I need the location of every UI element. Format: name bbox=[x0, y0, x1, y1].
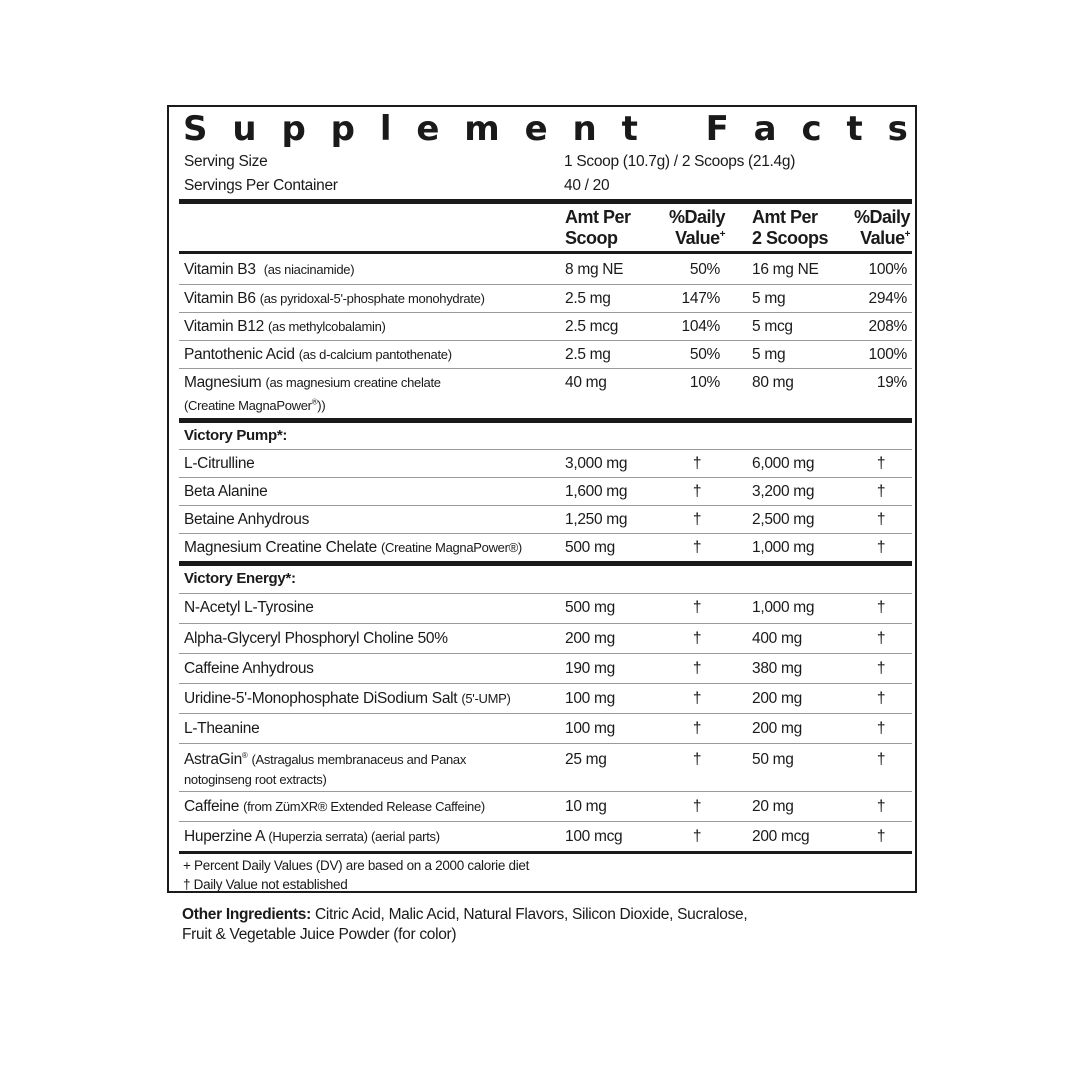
dagger-mark: † bbox=[876, 690, 886, 707]
header-divider bbox=[179, 251, 912, 254]
amount-per-2-scoops: 6,000 mg bbox=[752, 455, 815, 472]
servings-per-container-label: Servings Per Container bbox=[184, 177, 338, 194]
row-divider bbox=[179, 284, 912, 285]
header-amt-per-scoop: Amt Per Scoop bbox=[565, 207, 631, 248]
dagger-mark: † bbox=[692, 630, 702, 647]
daily-value-2: 100% bbox=[868, 346, 907, 363]
header-amt-per-2-scoops: Amt Per 2 Scoops bbox=[752, 207, 829, 248]
serving-size-label: Serving Size bbox=[184, 153, 268, 170]
title-letter: p bbox=[281, 109, 306, 149]
thick-divider bbox=[179, 561, 912, 566]
amount-per-scoop: 8 mg NE bbox=[565, 261, 624, 278]
amount-per-2-scoops: 380 mg bbox=[752, 660, 802, 677]
dagger-mark: † bbox=[692, 483, 702, 500]
serving-size-value: 1 Scoop (10.7g) / 2 Scoops (21.4g) bbox=[564, 153, 796, 170]
amount-per-2-scoops: 5 mcg bbox=[752, 318, 793, 335]
daily-value-1: 10% bbox=[689, 374, 720, 391]
amount-per-scoop: 1,600 mg bbox=[565, 483, 628, 500]
title-letter: a bbox=[753, 109, 777, 149]
ingredient-row: L-Citrulline bbox=[184, 455, 255, 472]
title-letter: c bbox=[801, 109, 822, 149]
dagger-mark: † bbox=[876, 539, 886, 556]
dagger-mark: † bbox=[876, 630, 886, 647]
ingredient-row: Betaine Anhydrous bbox=[184, 511, 310, 528]
ingredient-row: Huperzine A (Huperzia serrata) (aerial parts) bbox=[184, 828, 440, 845]
daily-value-1: 147% bbox=[681, 290, 720, 307]
title-letter: s bbox=[887, 109, 908, 149]
title-letter: n bbox=[572, 109, 597, 149]
daily-value-1: 104% bbox=[681, 318, 720, 335]
footnote-daily-values: + Percent Daily Values (DV) are based on a 2000 calorie diet bbox=[183, 858, 530, 873]
amount-per-2-scoops: 5 mg bbox=[752, 346, 786, 363]
daily-value-1: 50% bbox=[689, 261, 720, 278]
footer-divider bbox=[179, 851, 912, 854]
dagger-mark: † bbox=[876, 455, 886, 472]
row-divider bbox=[179, 368, 912, 369]
amount-per-2-scoops: 200 mcg bbox=[752, 828, 810, 845]
ingredient-row: AstraGin® (Astragalus membranaceus and Panax bbox=[184, 750, 467, 768]
amount-per-2-scoops: 400 mg bbox=[752, 630, 802, 647]
daily-value-2: 208% bbox=[868, 318, 907, 335]
dagger-mark: † bbox=[692, 720, 702, 737]
amount-per-scoop: 190 mg bbox=[565, 660, 615, 677]
nutrient-row: Vitamin B12 (as methylcobalamin) bbox=[184, 318, 386, 335]
title-letter: u bbox=[232, 109, 257, 149]
dagger-mark: † bbox=[876, 599, 886, 616]
dagger-mark: † bbox=[692, 751, 702, 768]
dagger-mark: † bbox=[876, 483, 886, 500]
nutrient-row: Vitamin B6 (as pyridoxal-5'-phosphate monohydrate) bbox=[184, 290, 485, 307]
thick-divider bbox=[179, 199, 912, 204]
amount-per-scoop: 1,250 mg bbox=[565, 511, 628, 528]
dagger-mark: † bbox=[876, 798, 886, 815]
title-letter: e bbox=[524, 109, 548, 149]
title-letter: t bbox=[846, 109, 863, 149]
dagger-mark: † bbox=[876, 751, 886, 768]
ingredient-row: Alpha-Glyceryl Phosphoryl Choline 50% bbox=[184, 630, 448, 647]
row-divider bbox=[179, 505, 912, 506]
dagger-mark: † bbox=[876, 720, 886, 737]
nutrient-row: Vitamin B3 (as niacinamide) bbox=[184, 261, 355, 278]
footnote-not-established: † Daily Value not established bbox=[183, 877, 348, 892]
dagger-mark: † bbox=[692, 828, 702, 845]
title-letter: p bbox=[330, 109, 355, 149]
amount-per-scoop: 25 mg bbox=[565, 751, 607, 768]
supplement-facts-panel bbox=[167, 105, 917, 893]
dagger-mark: † bbox=[692, 539, 702, 556]
amount-per-scoop: 40 mg bbox=[565, 374, 607, 391]
amount-per-2-scoops: 80 mg bbox=[752, 374, 794, 391]
title-letter: F bbox=[705, 109, 729, 149]
amount-per-2-scoops: 2,500 mg bbox=[752, 511, 815, 528]
amount-per-scoop: 2.5 mcg bbox=[565, 318, 619, 335]
row-divider bbox=[179, 653, 912, 654]
nutrient-row: Magnesium (as magnesium creatine chelate bbox=[184, 374, 441, 391]
servings-per-container-value: 40 / 20 bbox=[564, 177, 610, 194]
nutrient-row: Pantothenic Acid (as d-calcium pantothenate) bbox=[184, 346, 452, 363]
ingredient-row: Magnesium Creatine Chelate (Creatine MagnaPower®) bbox=[184, 539, 522, 556]
row-divider bbox=[179, 743, 912, 744]
dagger-mark: † bbox=[876, 660, 886, 677]
row-divider bbox=[179, 623, 912, 624]
dagger-mark: † bbox=[876, 828, 886, 845]
section-title-pump: Victory Pump*: bbox=[184, 427, 288, 444]
header-daily-value-1: %Daily Value+ bbox=[668, 207, 725, 248]
amount-per-2-scoops: 1,000 mg bbox=[752, 539, 815, 556]
amount-per-2-scoops: 200 mg bbox=[752, 690, 802, 707]
dagger-mark: † bbox=[692, 798, 702, 815]
ingredient-row: Caffeine (from ZümXR® Extended Release Caffeine) bbox=[184, 798, 485, 815]
title-letter: t bbox=[621, 109, 638, 149]
amount-per-scoop: 2.5 mg bbox=[565, 346, 611, 363]
row-divider bbox=[179, 713, 912, 714]
ingredient-row: L-Theanine bbox=[184, 720, 260, 737]
amount-per-scoop: 100 mg bbox=[565, 720, 615, 737]
amount-per-scoop: 3,000 mg bbox=[565, 455, 628, 472]
amount-per-2-scoops: 16 mg NE bbox=[752, 261, 819, 278]
amount-per-scoop: 500 mg bbox=[565, 599, 615, 616]
amount-per-2-scoops: 3,200 mg bbox=[752, 483, 815, 500]
ingredient-row: Uridine-5'-Monophosphate DiSodium Salt (5'-UMP) bbox=[184, 690, 511, 707]
title-letter: e bbox=[416, 109, 440, 149]
title-letter: m bbox=[464, 109, 500, 149]
row-divider bbox=[179, 449, 912, 450]
ingredient-row: N-Acetyl L-Tyrosine bbox=[184, 599, 314, 616]
daily-value-2: 100% bbox=[868, 261, 907, 278]
row-divider bbox=[179, 477, 912, 478]
row-divider bbox=[179, 340, 912, 341]
dagger-mark: † bbox=[692, 511, 702, 528]
row-divider bbox=[179, 593, 912, 594]
amount-per-2-scoops: 5 mg bbox=[752, 290, 786, 307]
dagger-mark: † bbox=[692, 455, 702, 472]
header-daily-value-2: %Daily Value+ bbox=[853, 207, 910, 248]
daily-value-1: 50% bbox=[689, 346, 720, 363]
thick-divider bbox=[179, 418, 912, 423]
row-divider bbox=[179, 683, 912, 684]
section-title-energy: Victory Energy*: bbox=[184, 570, 296, 587]
amount-per-scoop: 100 mcg bbox=[565, 828, 623, 845]
daily-value-2: 294% bbox=[868, 290, 907, 307]
ingredient-row: Caffeine Anhydrous bbox=[184, 660, 314, 677]
amount-per-scoop: 100 mg bbox=[565, 690, 615, 707]
ingredient-note: notoginseng root extracts) bbox=[184, 772, 327, 787]
amount-per-scoop: 200 mg bbox=[565, 630, 615, 647]
dagger-mark: † bbox=[692, 660, 702, 677]
title-letter: S bbox=[183, 109, 208, 149]
amount-per-scoop: 10 mg bbox=[565, 798, 607, 815]
amount-per-2-scoops: 20 mg bbox=[752, 798, 794, 815]
amount-per-2-scoops: 50 mg bbox=[752, 751, 794, 768]
nutrient-note: (Creatine MagnaPower®)) bbox=[184, 397, 326, 413]
dagger-mark: † bbox=[692, 599, 702, 616]
row-divider bbox=[179, 791, 912, 792]
row-divider bbox=[179, 533, 912, 534]
panel-title bbox=[183, 107, 908, 151]
amount-per-scoop: 2.5 mg bbox=[565, 290, 611, 307]
amount-per-2-scoops: 200 mg bbox=[752, 720, 802, 737]
other-ingredients: Other Ingredients: Citric Acid, Malic Acid, Natural Flavors, Silicon Dioxide, Sucralose, Fruit & Vegetable Juice Powder (for color) bbox=[182, 906, 748, 943]
amount-per-scoop: 500 mg bbox=[565, 539, 615, 556]
amount-per-2-scoops: 1,000 mg bbox=[752, 599, 815, 616]
daily-value-2: 19% bbox=[876, 374, 907, 391]
dagger-mark: † bbox=[692, 690, 702, 707]
ingredient-row: Beta Alanine bbox=[184, 483, 268, 500]
row-divider bbox=[179, 312, 912, 313]
title-letter: l bbox=[379, 109, 392, 149]
dagger-mark: † bbox=[876, 511, 886, 528]
row-divider bbox=[179, 821, 912, 822]
